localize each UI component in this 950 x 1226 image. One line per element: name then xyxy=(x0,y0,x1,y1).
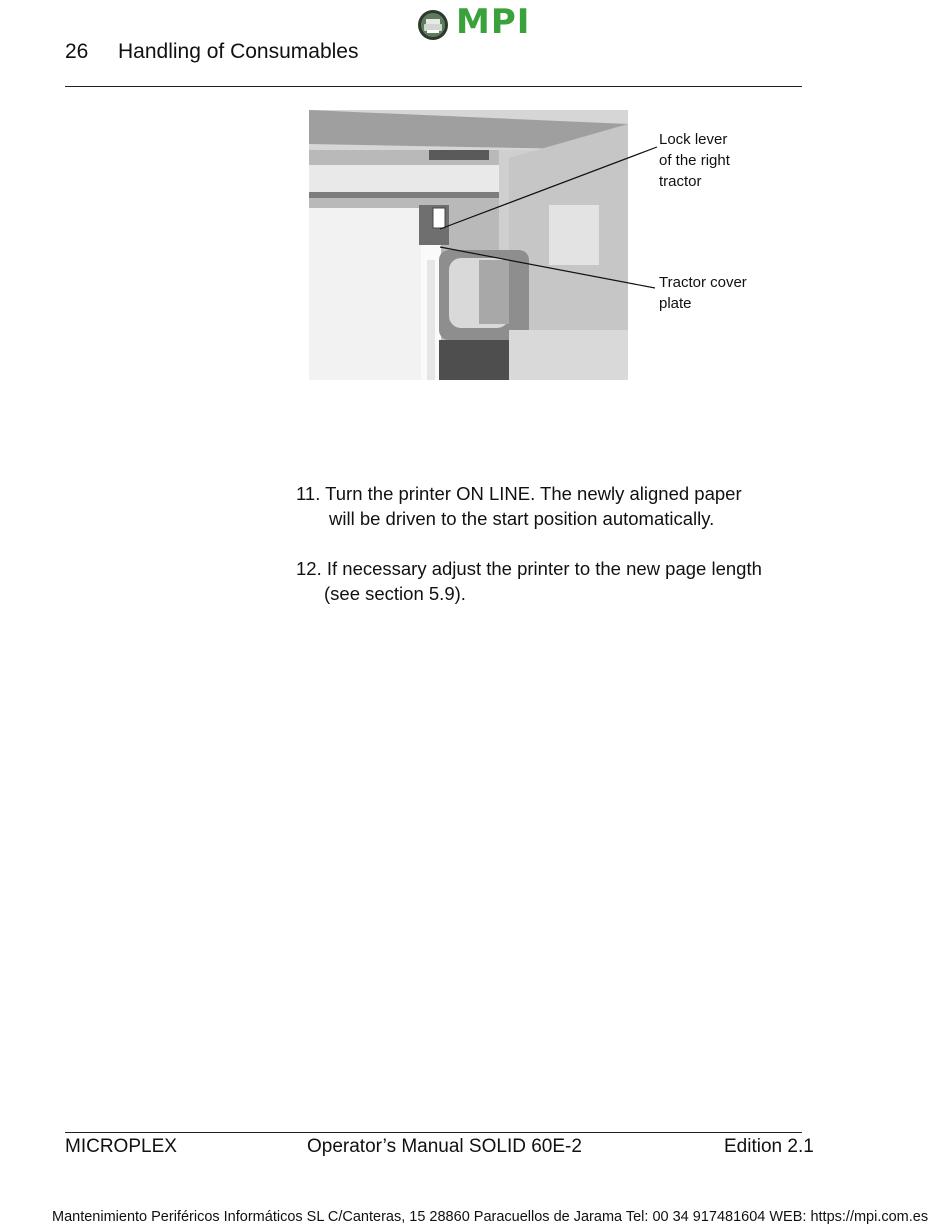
chapter-title: Handling of Consumables xyxy=(118,40,359,63)
callout-lock-lever xyxy=(659,129,730,192)
step-line: 11. Turn the printer ON LINE. The newly aligned paper xyxy=(296,483,742,504)
step-line: 12. If necessary adjust the printer to the new page length xyxy=(296,558,762,579)
distributor-stamp: Mantenimiento Periféricos Informáticos SL C/Canteras, 15 28860 Paracuellos de Jarama Tel: 00 34 917481604 WEB: https://mpi.com.es xyxy=(52,1209,929,1225)
callout-line: of the right xyxy=(659,152,730,169)
step-11 xyxy=(296,481,776,531)
step-12 xyxy=(296,556,776,606)
footer-manual-title: Operator’s Manual SOLID 60E-2 xyxy=(307,1136,582,1157)
footer-divider xyxy=(65,1132,802,1133)
step-line: will be driven to the start position automatically. xyxy=(329,508,715,529)
logo-wordmark: MPI xyxy=(456,2,531,42)
callout-tractor-cover-plate xyxy=(659,272,747,314)
footer-edition: Edition 2.1 xyxy=(724,1136,814,1157)
mpi-logo xyxy=(416,2,538,42)
callout-line: plate xyxy=(659,295,692,312)
header-divider xyxy=(65,86,802,87)
callout-line: Lock lever xyxy=(659,131,728,148)
page-number: 26 xyxy=(65,40,89,63)
callout-line: tractor xyxy=(659,173,702,190)
callout-line: Tractor cover xyxy=(659,274,747,291)
printer-logo-icon xyxy=(416,6,452,42)
printer-tractor-photo xyxy=(309,110,628,380)
footer-company: MICROPLEX xyxy=(65,1136,177,1157)
step-line: (see section 5.9). xyxy=(324,583,466,604)
instruction-steps xyxy=(296,481,776,631)
